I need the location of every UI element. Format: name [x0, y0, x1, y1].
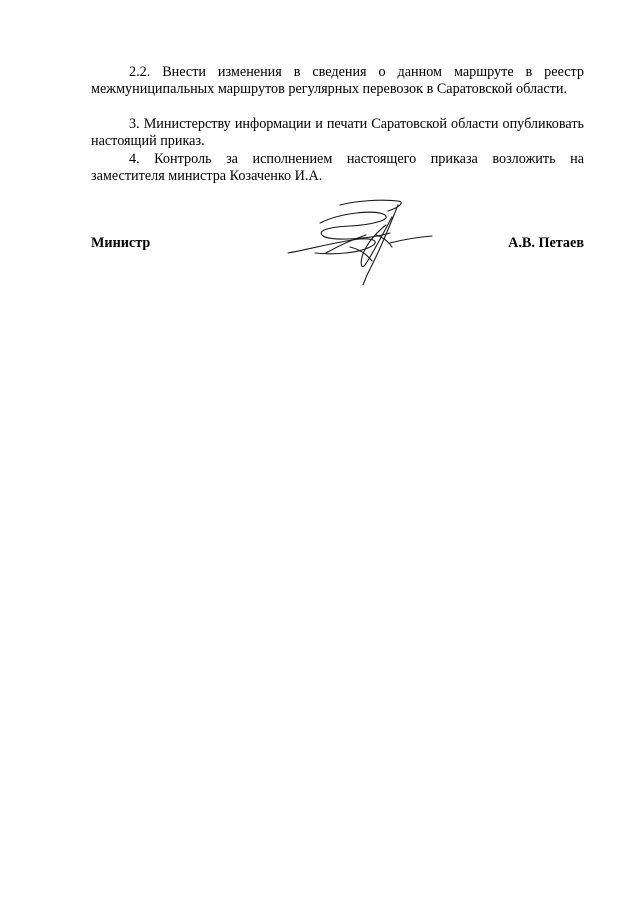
signatory-title: Министр: [91, 235, 151, 251]
handwritten-signature: [280, 195, 440, 285]
paragraph-2-2: 2.2. Внести изменения в сведения о данном маршруте в реестр межмуниципальных маршрутов регулярных перевозок в Саратовской области.: [91, 64, 584, 98]
paragraph-3: 3. Министерству информации и печати Саратовской области опубликовать настоящий приказ.: [91, 116, 584, 150]
signatory-name: А.В. Петаев: [508, 235, 584, 251]
paragraph-4: 4. Контроль за исполнением настоящего приказа возложить на заместителя министра Козаченко И.А.: [91, 151, 584, 185]
